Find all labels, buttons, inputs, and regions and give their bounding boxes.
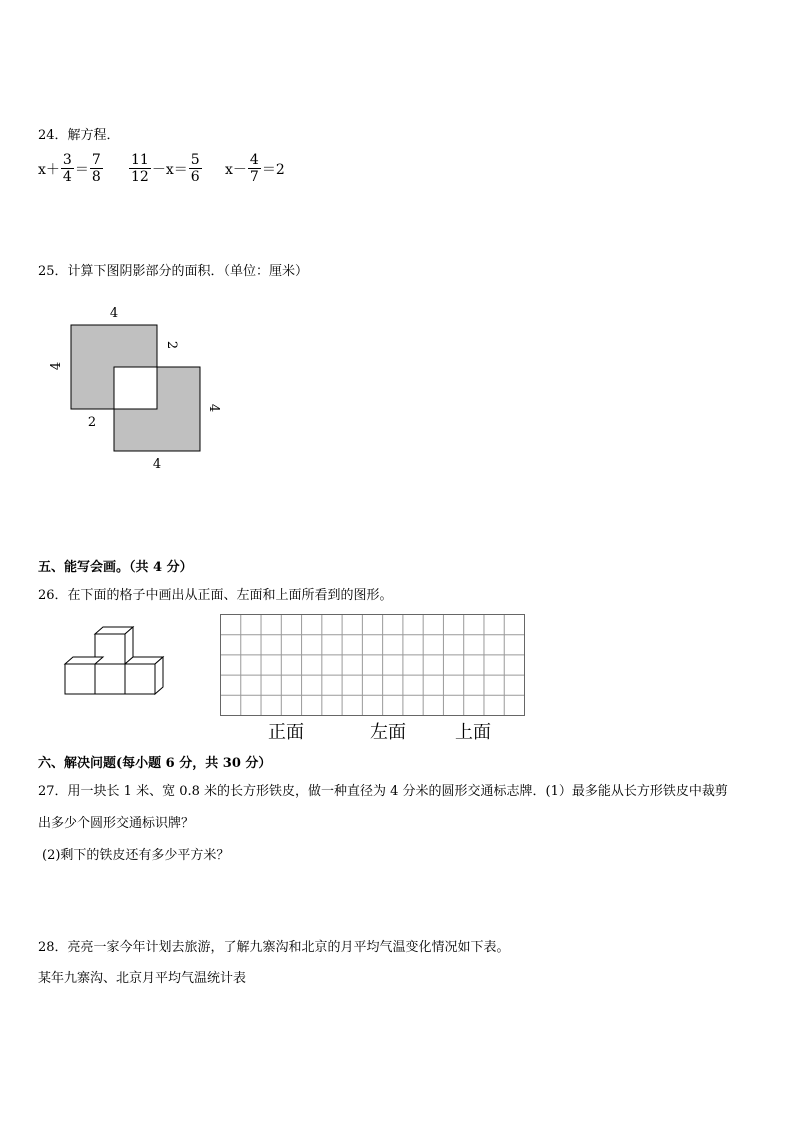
eq3-den1: 7: [249, 169, 259, 185]
eq3-num1: 4: [249, 152, 259, 168]
equation-3: [225, 152, 285, 186]
q27-line3: (2)剩下的铁皮还有多少平方米？: [42, 848, 230, 863]
eq2-den2: 6: [190, 169, 200, 185]
bottom-right-side-face: [155, 657, 163, 694]
eq2-num1: 11: [131, 152, 149, 168]
overlap-square: [114, 367, 157, 409]
eq2-den1: 12: [131, 169, 149, 185]
eq1-num2: 7: [91, 152, 101, 168]
eq1-lhs: x＋: [38, 162, 60, 178]
eq1-num1: 3: [62, 152, 72, 168]
eq2-num2: 5: [190, 152, 200, 168]
eq2-mid: －x＝: [151, 162, 188, 178]
q27-line1: 27．用一块长 1 米、宽 0.8 米的长方形铁皮，做一种直径为 4 分米的圆形交通标志牌．(1）最多能从长方形铁皮中裁剪: [38, 784, 728, 799]
eq1-fraction-a: [61, 152, 74, 186]
q27-line2: 出多少个圆形交通标识牌？: [38, 816, 195, 831]
label-mid-right: 2: [164, 340, 179, 350]
eq1-den1: 4: [62, 169, 72, 185]
equation-2: [128, 152, 203, 186]
shaded-squares-figure: [40, 298, 240, 478]
eq1-den2: 8: [91, 169, 101, 185]
q28-table-title: 某年九寨沟、北京月平均气温统计表: [38, 971, 247, 986]
view-label-front: 正面: [268, 722, 304, 743]
view-label-top: 上面: [455, 722, 491, 743]
eq3-fraction: [248, 152, 261, 186]
label-right: 4: [206, 403, 221, 413]
label-top: 4: [109, 306, 119, 321]
eq1-fraction-b: [90, 152, 103, 186]
section6-title: 六、解决问题(每小题 6 分，共 30 分）: [38, 756, 272, 771]
eq3-rhs: ＝2: [261, 162, 285, 178]
drawing-grid[interactable]: [219, 614, 527, 718]
q25-title: 25．计算下图阴影部分的面积．（单位：厘米）: [38, 264, 309, 279]
eq3-lhs: x－: [225, 162, 247, 178]
eq2-fraction-a: [129, 152, 151, 186]
q28-line1: 28．亮亮一家今年计划去旅游，了解九寨沟和北京的月平均气温变化情况如下表。: [38, 940, 510, 955]
view-label-left: 左面: [370, 722, 406, 743]
label-bottom: 4: [152, 457, 162, 472]
q24-title: 24．解方程．: [38, 128, 120, 143]
eq2-fraction-b: [189, 152, 202, 186]
cube-stack-figure: [60, 626, 170, 698]
bottom-cube-1-front: [65, 664, 95, 694]
eq1-mid: ＝: [74, 162, 89, 178]
bottom-cube-3-front: [125, 664, 155, 694]
section5-title: 五、能写会画。（共 4 分）: [38, 560, 193, 575]
equation-1: [38, 152, 104, 186]
q26-title: 26．在下面的格子中画出从正面、左面和上面所看到的图形。: [38, 588, 393, 603]
grid-border: [221, 615, 525, 716]
label-bottom-left: 2: [87, 415, 97, 430]
label-left: 4: [49, 361, 64, 371]
bottom-cube-2-front: [95, 664, 125, 694]
